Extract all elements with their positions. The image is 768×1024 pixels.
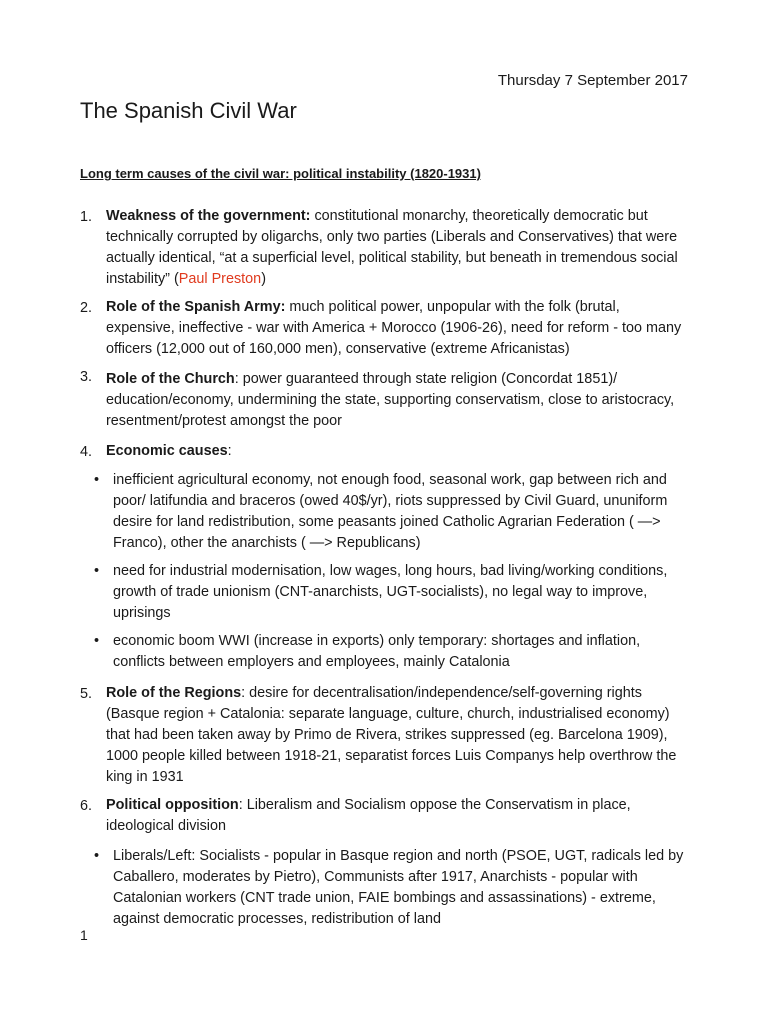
item-text bbox=[106, 683, 692, 788]
item-text bbox=[106, 369, 692, 432]
item-body: : power guaranteed through state religion (Concordat 1851)/ education/economy, undermining the state, supporting conservatism, close to aristocracy, resentment/protest amongst the poor bbox=[106, 371, 675, 429]
bullet-text: Liberals/Left: Socialists - popular in Basque region and north (PSOE, UGT, radicals led by Caballero, moderates by Pietro), Communists after 1917, Anarchists - popular with Catalonian workers (CNT trade union, FAIE bombings and assassinations) - extreme, against democratic processes, redistribution of land bbox=[113, 848, 684, 927]
paul-preston-link[interactable]: Paul Preston bbox=[178, 271, 262, 287]
item-body-end: ) bbox=[261, 271, 266, 287]
bullet-text: need for industrial modernisation, low wages, long hours, bad living/working conditions, growth of trade unionism (CNT-anarchists, UGT-socialists), no legal way to improve, uprisings bbox=[113, 563, 668, 621]
item-text bbox=[106, 441, 692, 462]
section-heading: Long term causes of the civil war: political instability (1820-1931) bbox=[80, 166, 481, 181]
item-label: Role of the Regions bbox=[106, 685, 242, 701]
list-item-1 bbox=[80, 206, 692, 290]
bullet-dot: • bbox=[94, 633, 100, 649]
item-number: 5. bbox=[80, 686, 93, 702]
list-item-5 bbox=[80, 683, 692, 788]
item-label: Economic causes bbox=[106, 443, 228, 459]
list-item-6 bbox=[80, 795, 692, 837]
item-body: : Liberalism and Socialism oppose the Conservatism in place, ideological division bbox=[106, 797, 631, 834]
item-text bbox=[106, 795, 692, 837]
bullet-item bbox=[94, 470, 692, 554]
bullet-item bbox=[94, 631, 692, 673]
item-number: 4. bbox=[80, 444, 93, 460]
bullet-dot: • bbox=[94, 472, 100, 488]
item-number: 3. bbox=[80, 369, 93, 385]
bullet-dot: • bbox=[94, 848, 100, 864]
item-number: 6. bbox=[80, 798, 93, 814]
item-body: constitutional monarchy, theoretically democratic but technically corrupted by oligarchs, only two parties (Liberals and Conservatives) that were actually identical, “at a superficial level, political stability, but beneath in tremendous social instability” ( bbox=[106, 208, 678, 287]
list-item-4 bbox=[80, 441, 692, 462]
item-number: 1. bbox=[80, 209, 93, 225]
item-label: Weakness of the government: bbox=[106, 208, 311, 224]
list-item-2 bbox=[80, 297, 692, 360]
bullet-item bbox=[94, 846, 692, 930]
item-label: Role of the Church bbox=[106, 371, 235, 387]
document-title: The Spanish Civil War bbox=[80, 98, 297, 123]
item-body: much political power, unpopular with the folk (brutal, expensive, ineffective - war with America + Morocco (1906-26), need for reform - too many officers (12,000 out of 160,000 men), conservative (extreme Africanistas) bbox=[106, 299, 682, 357]
document-date: Thursday 7 September 2017 bbox=[497, 72, 688, 89]
item-body: : desire for decentralisation/independence/self-governing rights (Basque region + Catalonia: separate language, culture, church, industrialised economy) that had been taken away by Primo de Rivera, strikes suppressed (eg. Barcelona 1909), 1000 people killed between 1918-21, separatist forces Luis Companys help overthrow the king in 1931 bbox=[106, 685, 677, 785]
bullet-item bbox=[94, 561, 692, 624]
item-label: Political opposition bbox=[106, 797, 239, 813]
list-item-3 bbox=[80, 369, 692, 432]
item-number: 2. bbox=[80, 300, 93, 316]
bullet-dot: • bbox=[94, 563, 100, 579]
bullet-text: economic boom WWI (increase in exports) only temporary: shortages and inflation, conflicts between employers and employees, mainly Catalonia bbox=[113, 633, 641, 670]
item-body: : bbox=[227, 443, 232, 459]
item-label: Role of the Spanish Army: bbox=[106, 299, 286, 315]
bullet-text: inefficient agricultural economy, not enough food, seasonal work, gap between rich and poor/ latifundia and braceros (owed 40$/yr), riots suppressed by Civil Guard, ununiform desire for land redistribution, some peasants joined Catholic Agrarian Federation ( —> Franco), other the anarchists ( —> Republicans) bbox=[113, 472, 668, 551]
page-number: 1 bbox=[80, 927, 88, 943]
item-text bbox=[106, 297, 692, 360]
item-text bbox=[106, 206, 692, 290]
